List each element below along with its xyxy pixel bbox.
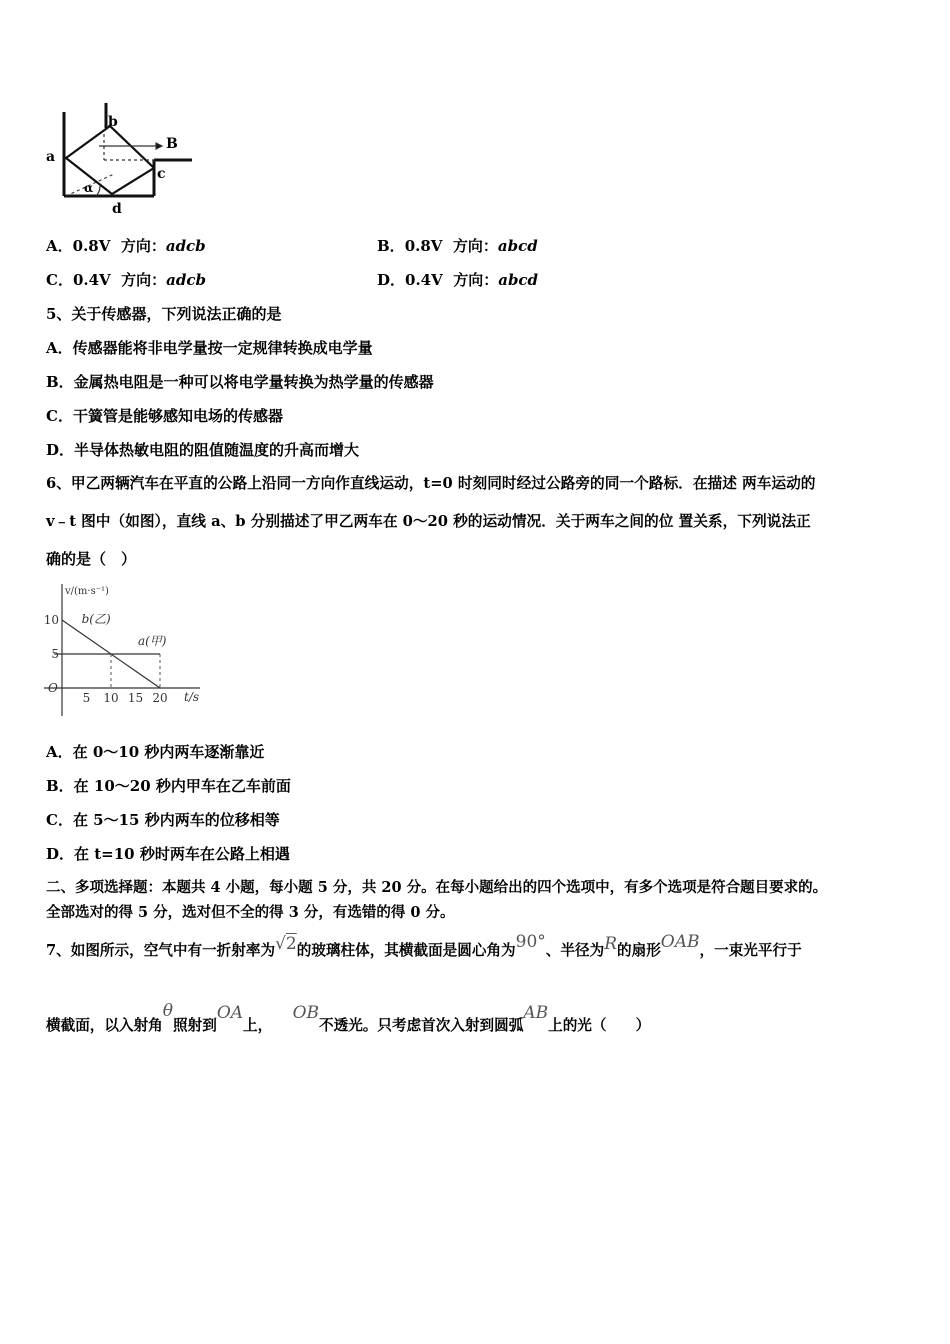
origin-label: O (48, 681, 58, 695)
y-tick-label: 10 (43, 613, 59, 627)
q7-line1: 7、如图所示，空气中有一折射率为√2的玻璃柱体，其横截面是圆心角为90°、半径为R的扇形OAB，一束光平行于 (46, 932, 802, 959)
section2-line2: 全部选对的得 5 分，选对但不全的得 3 分，有选错的得 0 分。 (46, 904, 455, 921)
x-axis-label: t/s (184, 690, 200, 704)
q6-option-d: D．在 t=10 秒时两车在公路上相遇 (46, 845, 290, 863)
q6-stem-line3: 确的是（ ） (46, 550, 137, 568)
section2-line1: 二、多项选择题：本题共 4 小题，每小题 5 分，共 20 分。在每小题给出的四个选项中，有多个选项是符合题目要求的。 (46, 879, 828, 896)
label-a: a (46, 149, 56, 165)
vt-chart (40, 578, 210, 720)
q5-option-b: B．金属热电阻是一种可以将电学量转换为热学量的传感器 (46, 373, 434, 391)
label-field-B: B (166, 136, 178, 152)
q4-option-a: A．0.8V 方向：adcb (46, 237, 206, 255)
q5-stem: 5、关于传感器，下列说法正确的是 (46, 305, 282, 323)
q4-option-d: D．0.4V 方向：abcd (377, 271, 539, 289)
q5-option-c: C．干簧管是能够感知电场的传感器 (46, 407, 283, 425)
label-alpha: α (84, 181, 94, 195)
label-d: d (112, 201, 122, 217)
q5-option-a: A．传感器能将非电学量按一定规律转换成电学量 (46, 339, 373, 357)
y-axis-label: v/(m·s⁻¹) (65, 586, 109, 597)
loop-figure (44, 98, 204, 218)
label-c: c (157, 166, 166, 182)
q4-option-b: B．0.8V 方向：abcd (377, 237, 538, 255)
q6-stem-line1: 6、甲乙两辆汽车在平直的公路上沿同一方向作直线运动，t=0 时刻同时经过公路旁的同一个路标．在描述 两车运动的 (46, 475, 816, 492)
q6-option-a: A．在 0～10 秒内两车逐渐靠近 (46, 743, 265, 761)
label-b: b (108, 114, 118, 130)
x-tick-label: 5 (82, 691, 91, 705)
x-tick-label: 15 (127, 691, 144, 705)
series-a-label: a(甲) (137, 634, 167, 648)
q4-option-c: C．0.4V 方向：adcb (46, 271, 206, 289)
x-tick-label: 10 (103, 691, 119, 705)
q6-stem-line2: v﹣t 图中（如图），直线 a、b 分别描述了甲乙两车在 0～20 秒的运动情况．关于两车之间的位 置关系，下列说法正 (46, 513, 811, 530)
q6-option-c: C．在 5～15 秒内两车的位移相等 (46, 811, 280, 829)
q7-line2: 横截面，以入射角θ照射到OA上， OB不透光。只考虑首次入射到圆弧AB上的光（ ） (46, 1001, 651, 1034)
series-b-label: b(乙) (81, 612, 111, 626)
y-tick-label: 5 (51, 647, 59, 661)
x-tick-label: 20 (152, 691, 168, 705)
q6-option-b: B．在 10～20 秒内甲车在乙车前面 (46, 777, 291, 795)
q5-option-d: D．半导体热敏电阻的阻值随温度的升高而增大 (46, 441, 360, 459)
